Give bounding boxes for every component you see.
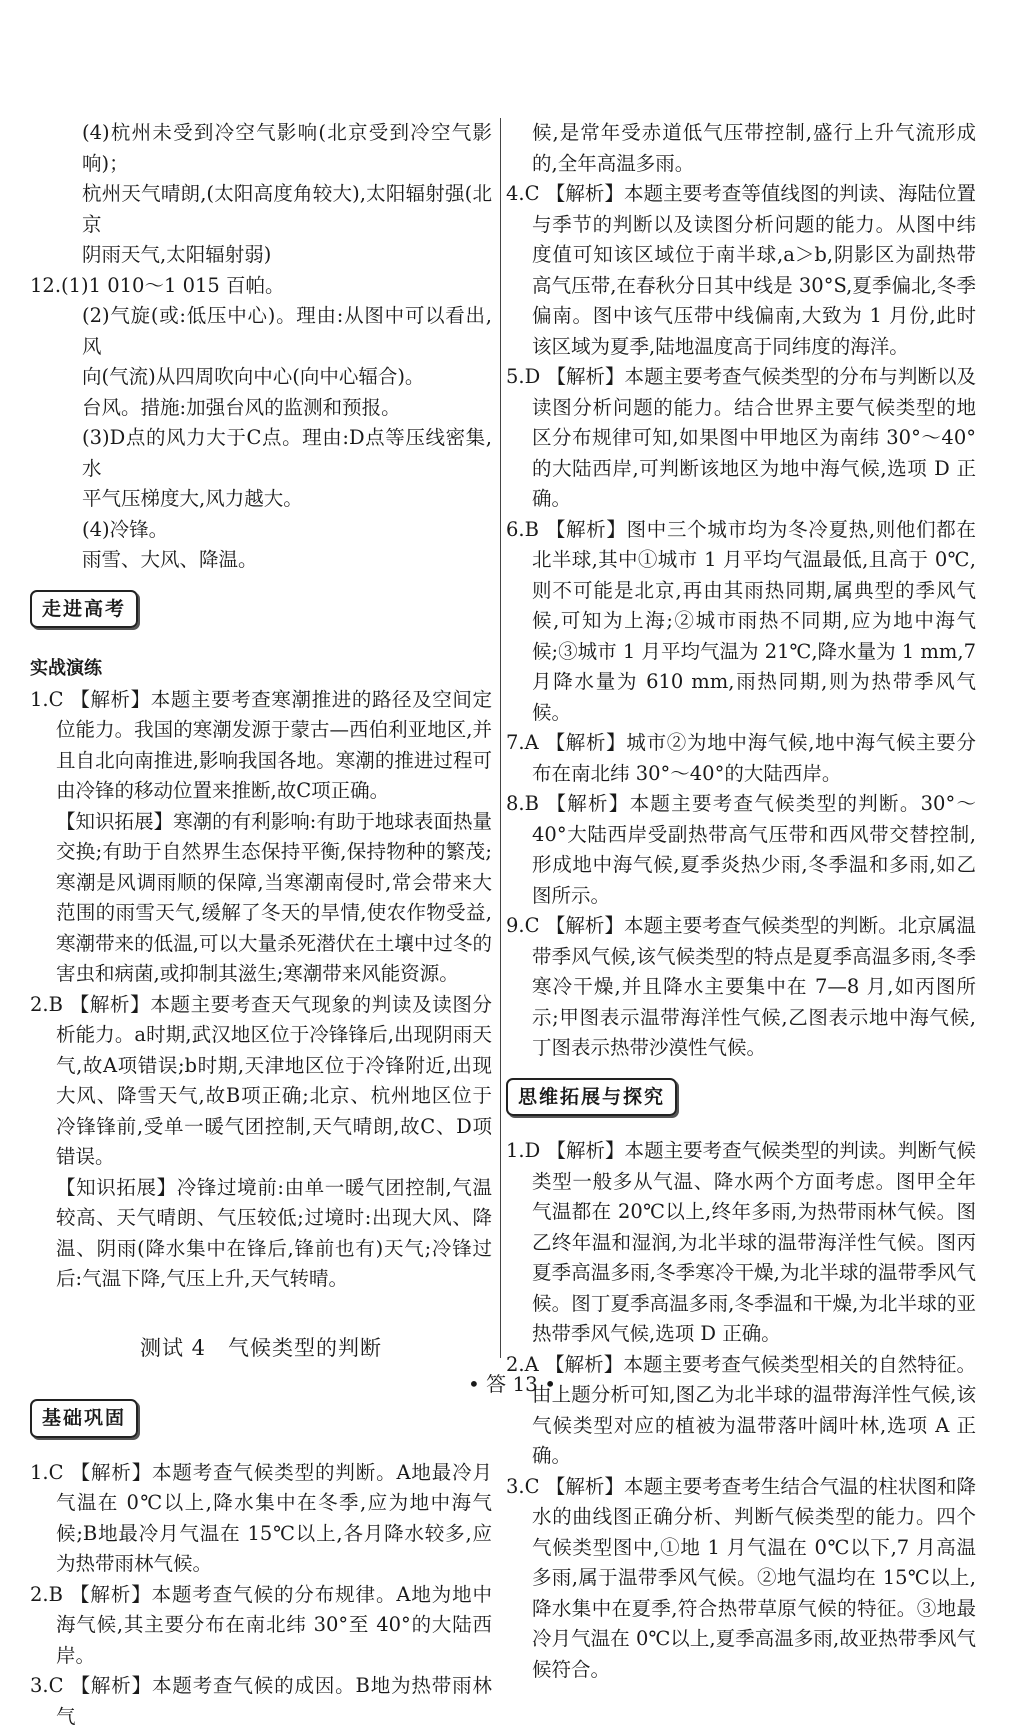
q12-3-line1: (3)D点的风力大于C点。理由:D点等压线密集,水 — [82, 426, 492, 480]
section-box-extension: 思维拓展与探究 — [506, 1078, 677, 1117]
answer-2-extension: 【知识拓展】冷锋过境前:由单一暖气团控制,气温较高、天气晴朗、气压较低;过境时:出现大风、降温、阴雨(降水集中在锋后,锋前也有)天气;冷锋过后:气温下降,气压上升,天气转晴。 — [56, 1175, 492, 1290]
q12-2-line2: 向(气流)从四周吹向中心(向中心辐合)。 — [82, 365, 425, 388]
q12-3-line2: 平气压梯度大,风力越大。 — [82, 487, 303, 510]
q12-2-line1: (2)气旋(或:低压中心)。理由:从图中可以看出,风 — [82, 304, 492, 358]
right-column — [506, 118, 976, 1685]
column-divider — [500, 118, 501, 1358]
basic-answer-6: 6.B 【解析】图中三个城市均为冬冷夏热,则他们都在北半球,其中①城市 1 月平均气温最低,且高于 0℃,则不可能是北京,再由其雨热同期,属典型的季风气候,可知为上海;②城市雨热不同期,应为地中海气候;③城市 1 月平均气温为 21℃,降水量为 1 mm,7 月降水量为 610 mm,雨热同期,则为热带季风气候。 — [506, 517, 976, 724]
basic-answer-8: 8.B 【解析】本题主要考查气候类型的判断。30°～40°大陆西岸受副热带高气压带和西风带交替控制,形成地中海气候,夏季炎热少雨,冬季温和多雨,如乙图所示。 — [506, 792, 976, 907]
q12-4-line2: 雨雪、大风、降温。 — [82, 548, 258, 571]
basic-answer-3: 3.C 【解析】本题考查气候的成因。B地为热带雨林气 — [30, 1674, 492, 1728]
answer-1-extension: 【知识拓展】寒潮的有利影响:有助于地球表面热量交换;有助于自然界生态保持平衡,保持物种的繁茂;寒潮是风调雨顺的保障,当寒潮南侵时,常会带来大范围的雨雪天气,缓解了冬天的旱情,使农作物受益,寒潮带来的低温,可以大量杀死潜伏在土壤中过冬的害虫和病菌,或抑制其滋生;寒潮带来风能资源。 — [56, 809, 492, 985]
basic-answer-9: 9.C 【解析】本题主要考查气候类型的判断。北京属温带季风气候,该气候类型的特点是夏季高温多雨,冬季寒冷干燥,并且降水主要集中在 7—8 月,如丙图所示;甲图表示温带海洋性气候,乙图表示地中海气候,丁图表示热带沙漠性气候。 — [506, 914, 976, 1059]
answer-2: 2.B 【解析】本题主要考查天气现象的判读及读图分析能力。a时期,武汉地区位于冷锋锋后,出现阴雨天气,故A项错误;b时期,天津地区位于冷锋附近,出现大风、降雪天气,故B项正确;北京、杭州地区位于冷锋锋前,受单一暖气团控制,天气晴朗,故C、D项错误。 — [30, 992, 492, 1168]
q11-4-line3: 阴雨天气,太阳辐射弱) — [82, 243, 272, 266]
left-column — [30, 118, 492, 1732]
test4-title: 测试 4 气候类型的判断 — [139, 1335, 383, 1360]
q11-4-line2: 杭州天气晴朗,(太阳高度角较大),太阳辐射强(北京 — [82, 182, 492, 236]
q12-4-line1: (4)冷锋。 — [82, 517, 169, 541]
page-number: • 答 13 • — [467, 1372, 557, 1396]
q11-4-line1: (4)杭州未受到冷空气影响(北京受到冷空气影响)； — [82, 121, 492, 175]
q12-1: 12.(1)1 010～1 015 百帕。 — [30, 273, 285, 297]
basic-answer-2: 2.B 【解析】本题考查气候的分布规律。A地为地中海气候,其主要分布在南北纬 30°至 40°的大陆西岸。 — [30, 1582, 492, 1667]
basic-answer-5: 5.D 【解析】本题主要考查气候类型的分布与判断以及读图分析问题的能力。结合世界主要气候类型的地区分布规律可知,如果图中甲地区为南纬 30°～40°的大陆西岸,可判断该地区为地中海气候,选项 D 正确。 — [506, 365, 976, 510]
basic-answer-7: 7.A 【解析】城市②为地中海气候,地中海气候主要分布在南北纬 30°～40°的大陆西岸。 — [506, 731, 976, 785]
basic-answer-4: 4.C 【解析】本题主要考查等值线图的判读、海陆位置与季节的判断以及读图分析问题的能力。从图中纬度值可知该区域位于南半球,a＞b,阴影区为副热带高气压带,在春秋分日其中线是 30°S,夏季偏北,冬季偏南。图中该气压带中线偏南,大致为 1 月份,此时该区域为夏季,陆地温度高于同纬度的海洋。 — [506, 182, 976, 358]
basic-answer-1: 1.C 【解析】本题考查气候类型的判断。A地最冷月气温在 0℃以上,降水集中在冬季,应为地中海气候;B地最冷月气温在 15℃以上,各月降水较多,应为热带雨林气候。 — [30, 1460, 492, 1575]
section-box-basic: 基础巩固 — [30, 1399, 138, 1438]
ext-answer-3: 3.C 【解析】本题主要考查考生结合气温的柱状图和降水的曲线图正确分析、判断气候类型的能力。四个气候类型图中,①地 1 月气温在 0℃以下,7 月高温多雨,属于温带季风气候。②地气温均在 15℃以上,降水集中在夏季,符合热带草原气候的特征。③地最冷月气温在 0℃以上,夏季高温多雨,故亚热带季风气候符合。 — [506, 1474, 976, 1681]
ext-answer-1: 1.D 【解析】本题主要考查气候类型的判读。判断气候类型一般多从气温、降水两个方面考虑。图甲全年气温都在 20℃以上,终年多雨,为热带雨林气候。图乙终年温和湿润,为北半球的温带海洋性气候。图丙夏季高温多雨,冬季寒冷干燥,为北半球的温带季风气候。图丁夏季高温多雨,冬季温和干燥,为北半球的亚热带季风气候,选项 D 正确。 — [506, 1139, 976, 1345]
subsection-practice: 实战演练 — [30, 658, 102, 679]
answer-1: 1.C 【解析】本题主要考查寒潮推进的路径及空间定位能力。我国的寒潮发源于蒙古—西伯利亚地区,并且自北向南推进,影响我国各地。寒潮的推进过程可由冷锋的移动位置来推断,故C项正确。 — [30, 687, 492, 802]
section-box-gaokao: 走进高考 — [30, 590, 138, 629]
basic-answer-3-cont: 候,是常年受赤道低气压带控制,盛行上升气流形成的,全年高温多雨。 — [532, 121, 976, 175]
ext-answer-2: 2.A 【解析】本题主要考查气候类型相关的自然特征。由上题分析可知,图乙为北半球的温带海洋性气候,该气候类型对应的植被为温带落叶阔叶林,选项 A 正确。 — [506, 1352, 976, 1467]
q12-2-line3: 台风。措施:加强台风的监测和预报。 — [82, 395, 401, 419]
